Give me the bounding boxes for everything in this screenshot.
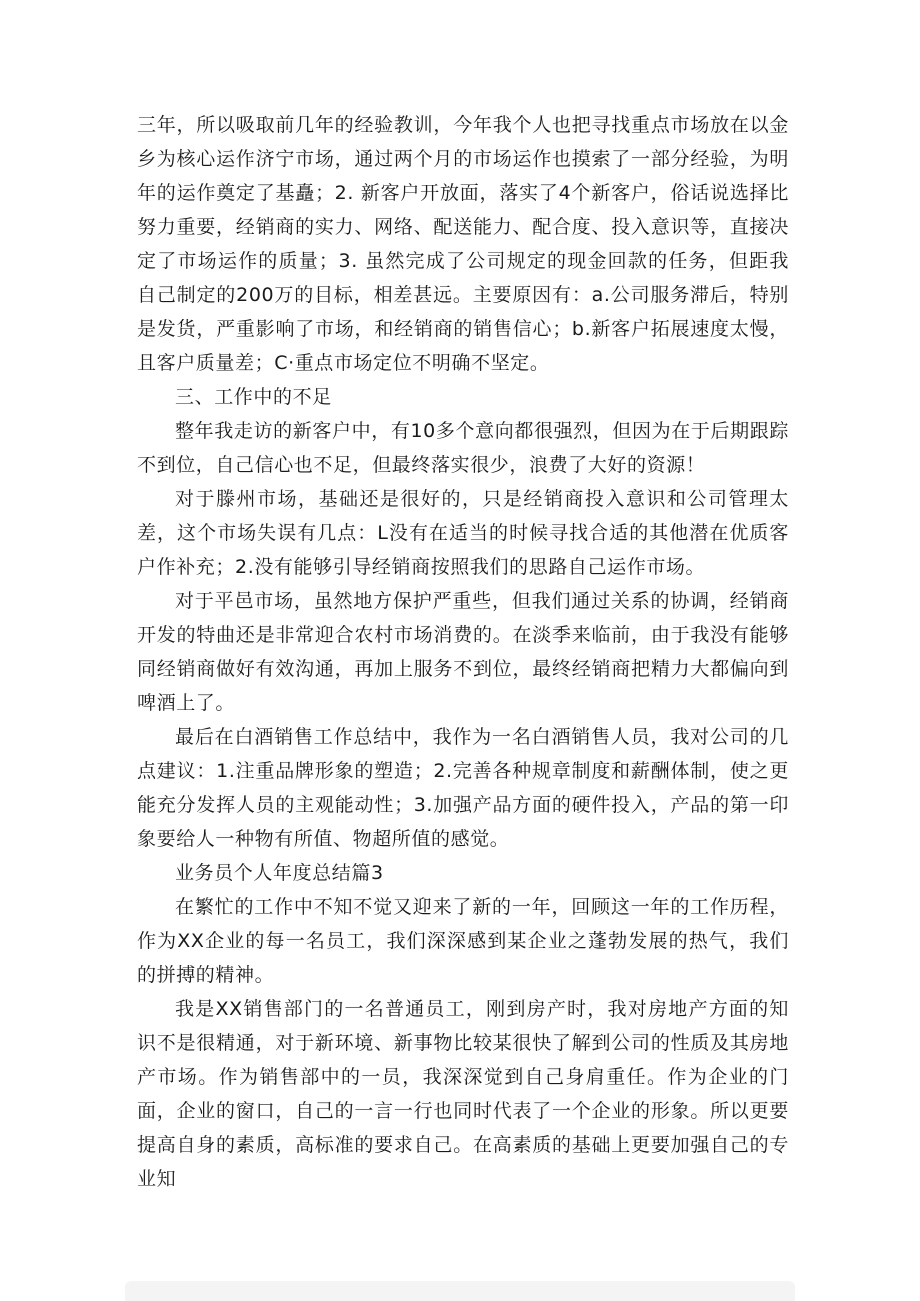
section-heading-shortcomings: 三、工作中的不足 bbox=[175, 386, 332, 408]
paragraph-tengzhou-market: 对于滕州市场，基础还是很好的，只是经销商投入意识和公司管理太差，这个市场失误有几点：L没有在适当的时候寻找合适的其他潜在优质客户作补充；2.没有能够引导经销商按照我们的思路自己运作市场。 bbox=[137, 488, 789, 578]
paragraph-suggestions: 最后在白酒销售工作总结中，我作为一名白酒销售人员，我对公司的几点建议：1.注重品牌形象的塑造；2.完善各种规章制度和薪酬体制，使之更能充分发挥人员的主观能动性；3.加强产品方面的硬件投入，产品的第一印象要给人一种物有所值、物超所值的感觉。 bbox=[137, 726, 789, 850]
paragraph-new-clients: 整年我走访的新客户中，有10多个意向都很强烈，但因为在于后期跟踪不到位，自己信心也不足，但最终落实很少，浪费了大好的资源！ bbox=[137, 420, 789, 476]
paragraph-sales-employee: 我是XX销售部门的一名普通员工，刚到房产时，我对房地产方面的知识不是很精通，对于新环境、新事物比较某很快了解到公司的性质及其房地产市场。作为销售部中的一员，我深深觉到自己身肩重任。作为企业的门面，企业的窗口，自己的一言一行也同时代表了一个企业的形象。所以更要提高自身的素质，高标准的要求自己。在高素质的基础上更要加强自己的专业知 bbox=[137, 998, 789, 1190]
document-body bbox=[137, 108, 789, 1196]
section-heading-summary-3: 业务员个人年度总结篇3 bbox=[175, 862, 384, 884]
paragraph-pingyi-market: 对于平邑市场，虽然地方保护严重些，但我们通过关系的协调，经销商开发的特曲还是非常迎合农村市场消费的。在淡季来临前，由于我没有能够同经销商做好有效沟通，再加上服务不到位，最终经销商把精力大都偏向到啤酒上了。 bbox=[137, 590, 789, 714]
page-bottom-bar bbox=[125, 1281, 795, 1301]
paragraph-new-year: 在繁忙的工作中不知不觉又迎来了新的一年，回顾这一年的工作历程，作为XX企业的每一名员工，我们深深感到某企业之蓬勃发展的热气，我们的拼搏的精神。 bbox=[137, 896, 789, 986]
paragraph-market-summary: 三年，所以吸取前几年的经验教训，今年我个人也把寻找重点市场放在以金乡为核心运作济宁市场，通过两个月的市场运作也摸索了一部分经验，为明年的运作奠定了基矗；2. 新客户开放面，落实了4个新客户，俗话说选择比努力重要，经销商的实力、网络、配送能力、配合度、投入意识等，直接决定了市场运作的质量；3. 虽然完成了公司规定的现金回款的任务，但距我自己制定的200万的目标，相差甚远。主要原因有：a.公司服务滞后，特别是发货，严重影响了市场，和经销商的销售信心；b.新客户拓展速度太慢，且客户质量差；C·重点市场定位不明确不坚定。 bbox=[137, 114, 789, 374]
